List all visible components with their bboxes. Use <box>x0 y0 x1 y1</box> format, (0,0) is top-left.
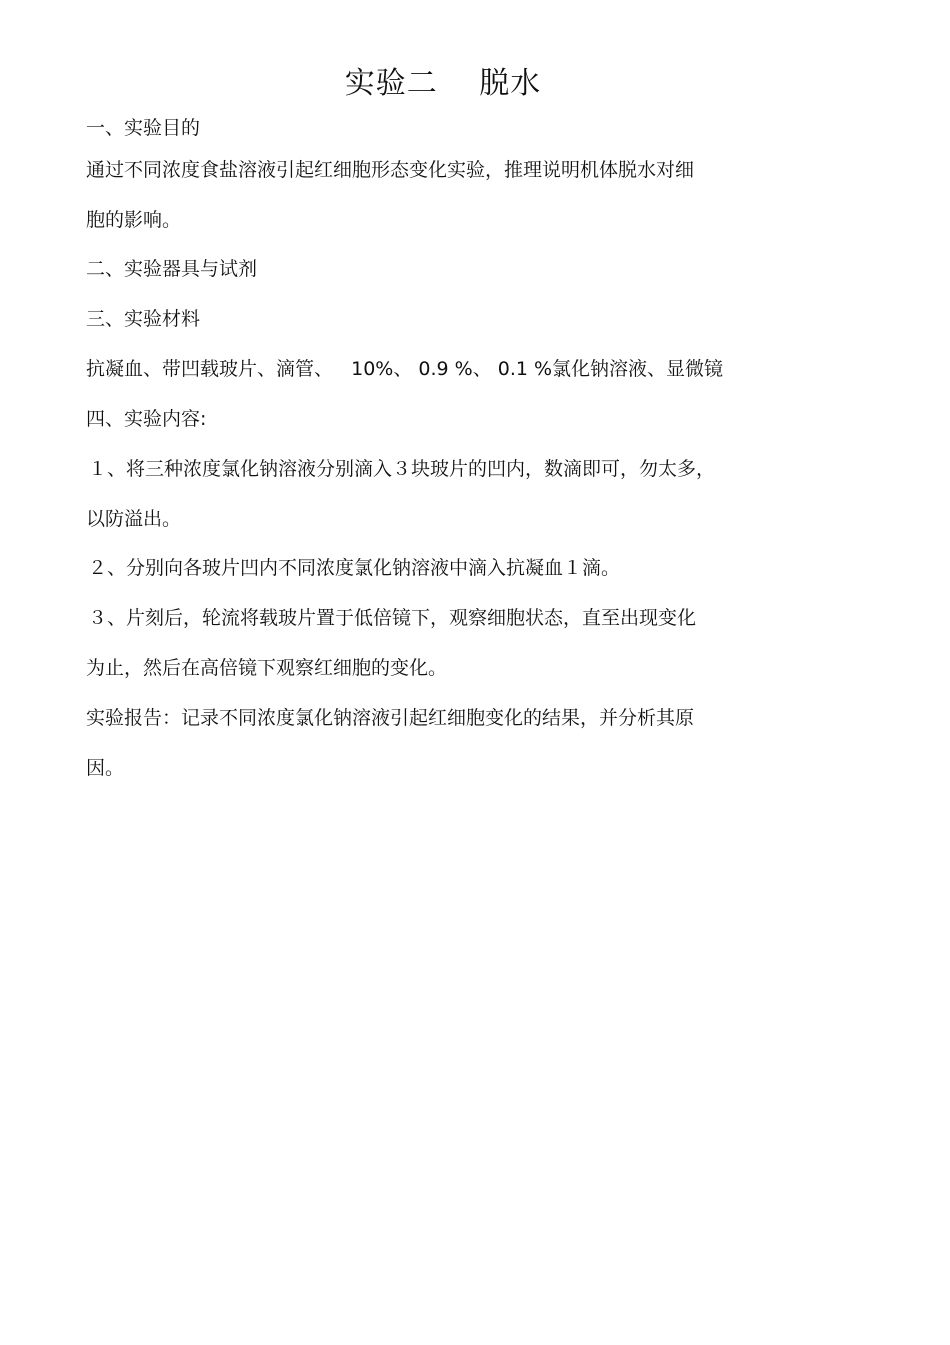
purpose-text-line-2: 胞的影响。 <box>86 209 182 231</box>
section-heading-content: 四、实验内容: <box>86 408 207 430</box>
step-3-line-1: ３、片刻后，轮流将载玻片置于低倍镜下，观察细胞状态，直至出现变化 <box>88 607 697 629</box>
step-1-line-1: １、将三种浓度氯化钠溶液分别滴入３块玻片的凹内，数滴即可，勿太多， <box>88 458 716 480</box>
section-heading-materials: 三、实验材料 <box>86 308 201 330</box>
document-title: 实验二 脱水 <box>344 66 542 101</box>
step-2-text: ２、分别向各玻片凹内不同浓度氯化钠溶液中滴入抗凝血１滴。 <box>88 557 621 579</box>
report-line-2: 因。 <box>86 757 125 779</box>
section-heading-purpose: 一、实验目的 <box>86 117 201 139</box>
report-line-1: 实验报告：记录不同浓度氯化钠溶液引起红细胞变化的结果，并分析其原 <box>86 707 695 729</box>
step-1-line-2: 以防溢出。 <box>86 508 182 530</box>
purpose-text-line-1: 通过不同浓度食盐溶液引起红细胞形态变化实验，推理说明机体脱水对细 <box>86 159 695 181</box>
materials-text: 抗凝血、带凹载玻片、滴管、 10%、 0.9 %、 0.1 %氯化钠溶液、显微镜 <box>86 358 724 380</box>
section-heading-equipment: 二、实验器具与试剂 <box>86 258 258 280</box>
step-3-line-2: 为止，然后在高倍镜下观察红细胞的变化。 <box>86 657 448 679</box>
